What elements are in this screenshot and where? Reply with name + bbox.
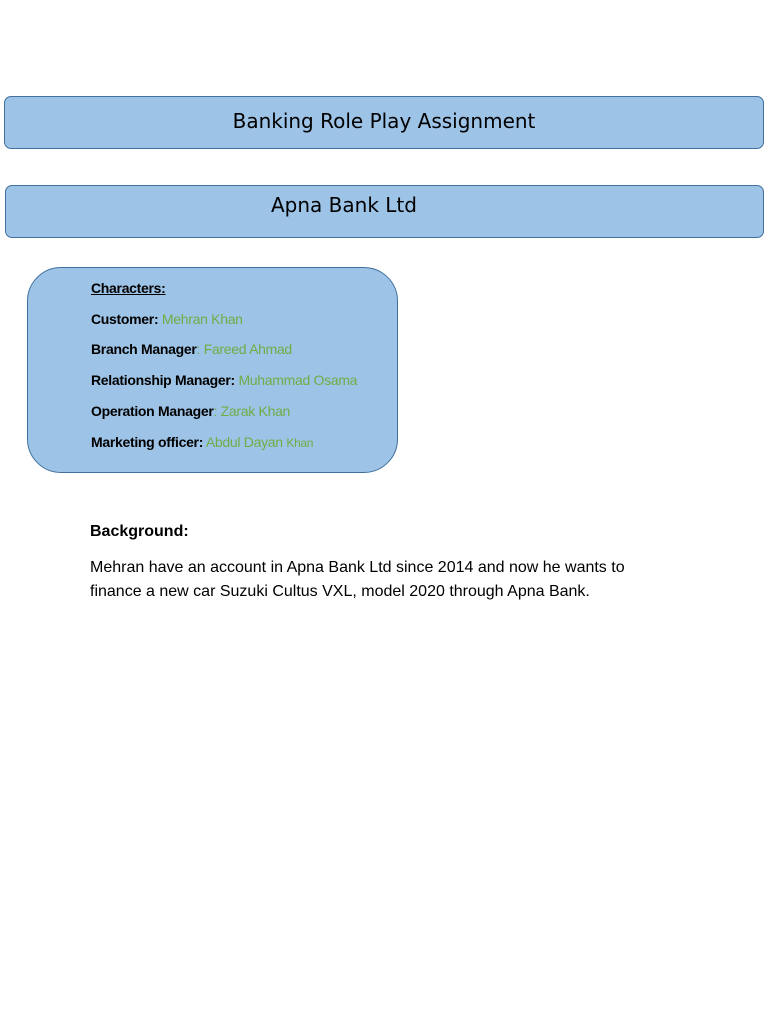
character-role: Operation Manager bbox=[91, 403, 214, 419]
character-role: Relationship Manager: bbox=[91, 372, 235, 388]
character-name: Muhammad Osama bbox=[238, 372, 358, 388]
character-name: Abdul Dayan bbox=[205, 434, 283, 450]
background-paragraph: Mehran have an account in Apna Bank Ltd since 2014 and now he wants to finance a new car Suzuki Cultus VXL, model 2020 through Apna Bank. bbox=[90, 559, 625, 600]
title-banner bbox=[4, 96, 764, 149]
character-customer bbox=[91, 311, 243, 327]
character-name: Zarak Khan bbox=[220, 403, 291, 419]
document-title: Banking Role Play Assignment bbox=[232, 109, 536, 133]
character-operation-manager bbox=[91, 403, 290, 419]
bank-name: Apna Bank Ltd bbox=[271, 193, 417, 217]
background-heading: Background: bbox=[90, 523, 189, 540]
character-role: Marketing officer: bbox=[91, 434, 204, 450]
bank-name-banner bbox=[5, 185, 764, 238]
character-name-suffix: Khan bbox=[286, 436, 314, 450]
character-name: Mehran Khan bbox=[161, 311, 243, 327]
character-role: Customer: bbox=[91, 311, 159, 327]
characters-heading: Characters: bbox=[91, 280, 166, 296]
character-separator: : bbox=[196, 341, 204, 357]
character-branch-manager bbox=[91, 341, 292, 357]
character-separator: : bbox=[213, 403, 221, 419]
character-relationship-manager bbox=[91, 372, 357, 388]
character-name: Fareed Ahmad bbox=[203, 341, 292, 357]
character-role: Branch Manager bbox=[91, 341, 197, 357]
character-marketing-officer bbox=[91, 434, 313, 450]
characters-box bbox=[27, 267, 398, 473]
